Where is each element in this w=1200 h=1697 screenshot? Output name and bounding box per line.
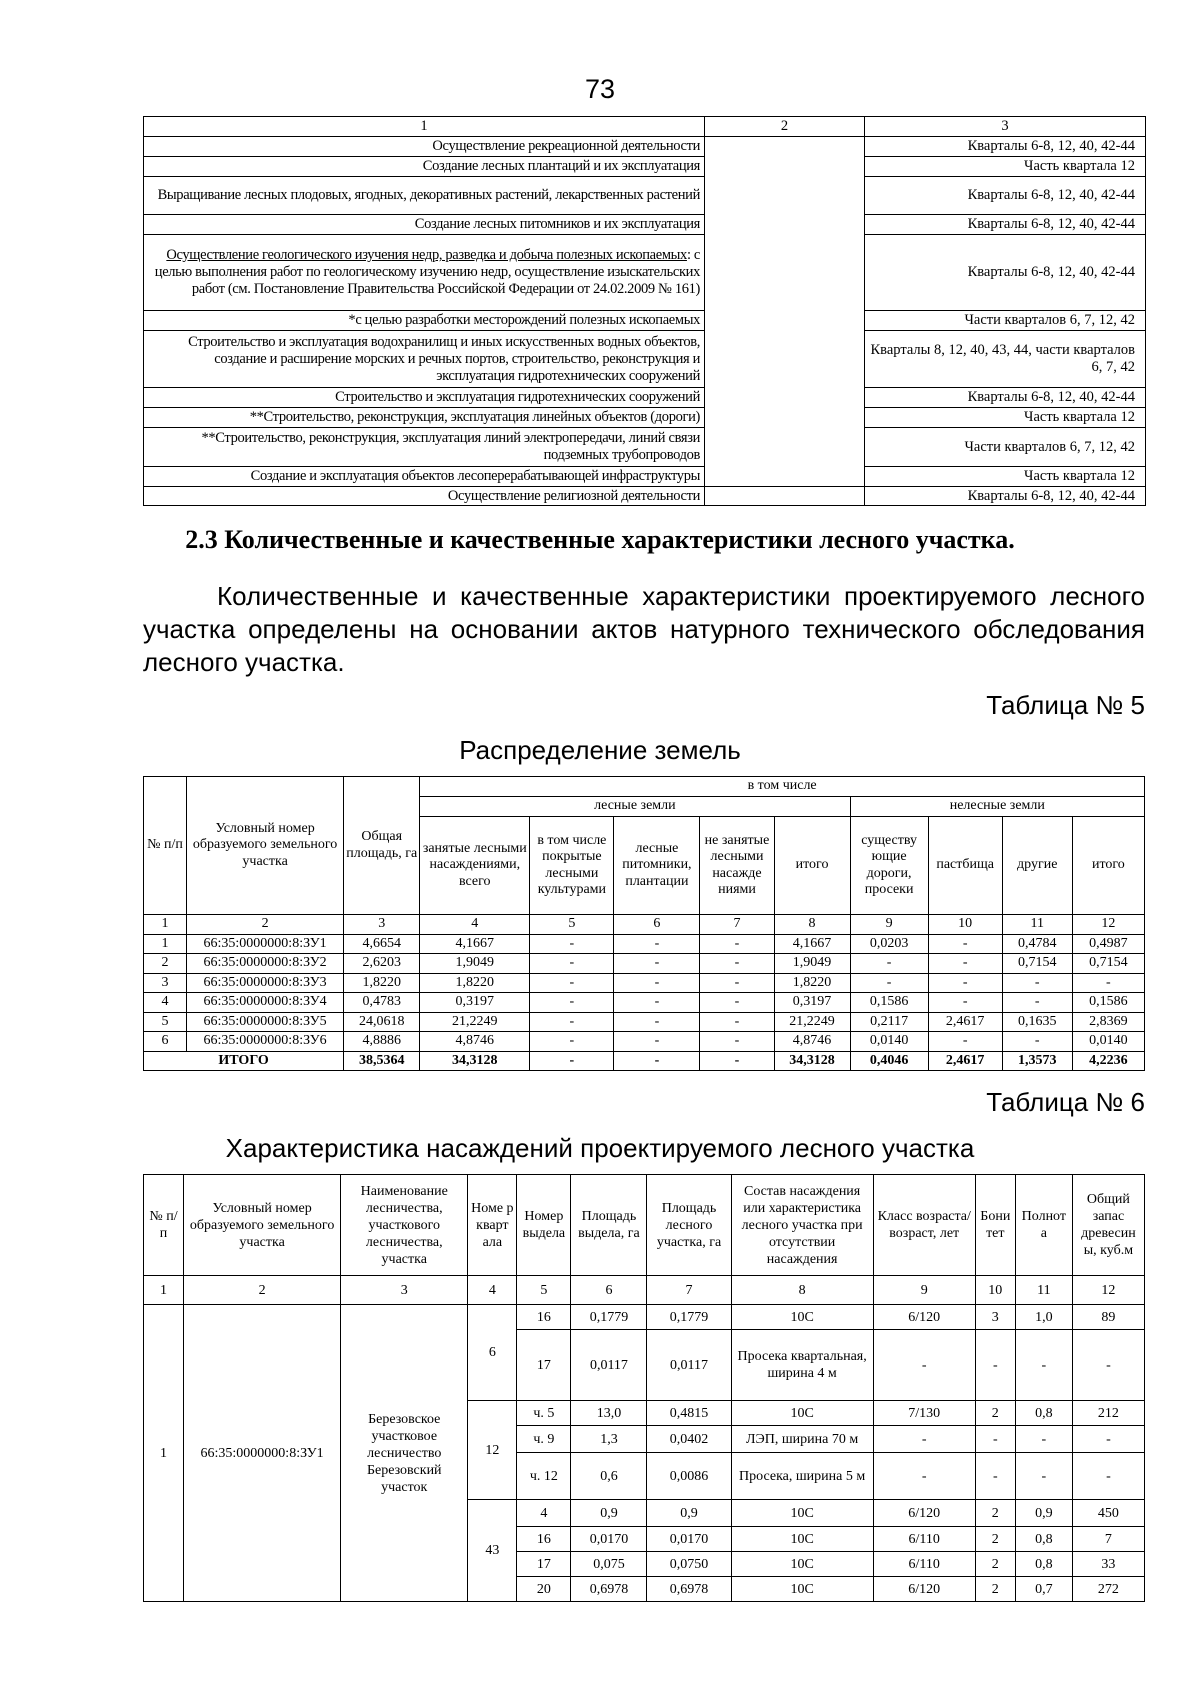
table-cell: - [700,973,774,993]
column-header: Состав насаждения или характеристика лесного участка при отсутствии насаждения [731,1175,873,1276]
table-cell: - [530,934,614,954]
table-row [144,177,1146,215]
location-cell: Часть квартала 12 [865,408,1146,428]
column-number: 5 [530,915,614,935]
column-number: 3 [865,117,1146,137]
table-row [144,973,1145,993]
table-cell: 2 [975,1552,1015,1577]
table-cell: 0,8 [1015,1527,1072,1552]
table-cell: 0,0170 [571,1527,647,1552]
table-cell: 2 [975,1527,1015,1552]
activity-cell [144,215,705,235]
column-number: 2 [705,117,865,137]
table-cell: 2 [975,1577,1015,1602]
header-num: № п/п [144,777,187,915]
activity-cell [144,487,705,506]
column-header: не занятые лесными насажде ниями [700,817,774,915]
table-cell: 0,3197 [774,993,850,1013]
header-nonforest-lands: нелесные земли [850,797,1144,817]
parcel-id-cell: 66:35:0000000:8:ЗУ1 [184,1305,341,1602]
column-number: 10 [975,1276,1015,1305]
column-header: существу ющие дороги, просеки [850,817,928,915]
table-cell: 24,0618 [344,1012,420,1032]
activity-cell [144,157,705,177]
table-cell: - [1072,1330,1144,1401]
table-cell: 1,3 [571,1426,647,1453]
activity-cell [144,137,705,157]
table-cell: 66:35:0000000:8:ЗУ2 [187,954,344,974]
column-number: 4 [420,915,530,935]
table-cell: - [975,1453,1015,1500]
table-cell: - [928,973,1002,993]
table-cell: 0,8 [1015,1552,1072,1577]
location-cell: Кварталы 6-8, 12, 40, 42-44 [865,137,1146,157]
column-number: 10 [928,915,1002,935]
column-number-row [144,915,1145,935]
table-cell: 66:35:0000000:8:ЗУ6 [187,1032,344,1052]
table-cell: 0,4784 [1002,934,1072,954]
table-cell: - [873,1330,975,1401]
table-cell: 2,8369 [1072,1012,1144,1032]
table-cell: 3 [975,1305,1015,1330]
table-cell: 3 [144,973,187,993]
table-cell: - [530,954,614,974]
column-number: 4 [468,1276,517,1305]
table-cell: 33 [1072,1552,1144,1577]
quarter-number-cell: 43 [468,1500,517,1602]
table-cell: 2,4617 [928,1012,1002,1032]
location-cell: Части кварталов 6, 7, 12, 42 [865,428,1146,467]
table-cell: - [614,934,700,954]
table-header-row [144,117,1146,137]
column-header: Условный номер образуемого земельного участка [184,1175,341,1276]
column-header: Наименование лесничества, участкового лесничества, участка [341,1175,468,1276]
table-cell: 4,8886 [344,1032,420,1052]
table-cell: - [530,973,614,993]
table-cell: 2 [975,1401,1015,1426]
table-cell: 1,8220 [774,973,850,993]
table-cell: 0,7 [1015,1577,1072,1602]
total-cell: 2,4617 [928,1051,1002,1071]
table6-label: Таблица № 6 [986,1087,1145,1117]
location-cell: Кварталы 6-8, 12, 40, 42-44 [865,487,1146,506]
table-cell: ч. 12 [517,1453,571,1500]
column-number: 3 [344,915,420,935]
table-cell: - [850,954,928,974]
column-number: 11 [1002,915,1072,935]
column-header: пастбища [928,817,1002,915]
table-cell: 2,6203 [344,954,420,974]
activity-text: Выращивание лесных плодовых, ягодных, декоративных растений, лекарственных растений [157,187,700,203]
table-row [144,157,1146,177]
table-cell: 6/120 [873,1305,975,1330]
table-row [144,1012,1145,1032]
column-number: 9 [873,1276,975,1305]
table-cell: 0,4815 [647,1401,731,1426]
table-cell: 1,8220 [420,973,530,993]
empty-cell [705,487,865,506]
total-cell: 34,3128 [420,1051,530,1071]
location-cell: Кварталы 6-8, 12, 40, 42-44 [865,388,1146,408]
table-cell: 4,8746 [774,1032,850,1052]
location-cell: Кварталы 8, 12, 40, 43, 44, части кварталов 6, 7, 42 [865,331,1146,388]
table-header-row [144,1175,1145,1276]
table-cell: 0,1635 [1002,1012,1072,1032]
table-cell: 17 [517,1330,571,1401]
table-cell: 10С [731,1305,873,1330]
table-cell: - [975,1426,1015,1453]
table-cell: - [614,973,700,993]
land-distribution-table [143,776,1145,1071]
table-cell: 0,0140 [850,1032,928,1052]
table-cell: 0,6 [571,1453,647,1500]
table-cell: - [1072,1453,1144,1500]
stand-characteristics-table [143,1174,1145,1602]
total-row [144,1051,1145,1071]
activity-text: Осуществление рекреационной деятельности [432,138,700,154]
location-cell: Часть квартала 12 [865,467,1146,487]
table-cell: 1,8220 [344,973,420,993]
table-cell: ЛЭП, ширина 70 м [731,1426,873,1453]
column-number: 8 [774,915,850,935]
table-cell: 4,1667 [420,934,530,954]
table-cell: 66:35:0000000:8:ЗУ4 [187,993,344,1013]
activity-cell [144,235,705,311]
table-cell: 89 [1072,1305,1144,1330]
activity-cell [144,177,705,215]
activity-cell [144,311,705,331]
total-cell: 0,4046 [850,1051,928,1071]
table-cell: 13,0 [571,1401,647,1426]
table-row [144,311,1146,331]
table-row [144,408,1146,428]
table-cell: 21,2249 [420,1012,530,1032]
table-cell: 0,0750 [647,1552,731,1577]
table-row [144,1032,1145,1052]
table-cell: 0,0140 [1072,1032,1144,1052]
total-cell: - [530,1051,614,1071]
table-row [144,235,1146,311]
forestry-name-cell: Березовское участковое лесничество Березовский участок [341,1305,468,1602]
location-cell: Часть квартала 12 [865,157,1146,177]
table5-label: Таблица № 5 [986,690,1145,720]
page-number: 73 [584,74,616,104]
table-cell: 4 [144,993,187,1013]
table-cell: - [614,1032,700,1052]
table-cell: 4 [517,1500,571,1527]
table-cell: - [928,1032,1002,1052]
table-cell: - [700,934,774,954]
column-header: другие [1002,817,1072,915]
table-cell: 0,0170 [647,1527,731,1552]
table-cell: - [1015,1453,1072,1500]
column-number: 9 [850,915,928,935]
merged-empty-cell [705,137,865,487]
table-cell: 4,6654 [344,934,420,954]
table-cell: ч. 9 [517,1426,571,1453]
header-forest-lands: лесные земли [420,797,850,817]
table-cell: 2 [144,954,187,974]
column-number: 2 [187,915,344,935]
total-cell: 34,3128 [774,1051,850,1071]
table-cell: - [614,1012,700,1032]
location-cell: Кварталы 6-8, 12, 40, 42-44 [865,177,1146,215]
table-cell: 10С [731,1527,873,1552]
column-number: 3 [341,1276,468,1305]
column-number: 8 [731,1276,873,1305]
table-cell: 1,9049 [420,954,530,974]
activity-cell [144,428,705,467]
table-cell: 0,4783 [344,993,420,1013]
column-header: Полнот а [1015,1175,1072,1276]
activity-text: Создание лесных питомников и их эксплуатация [414,216,700,232]
activity-cell [144,408,705,428]
column-number: 12 [1072,1276,1144,1305]
table-cell: 0,9 [647,1500,731,1527]
activity-underlined-text: Осуществление геологического изучения недр, разведка и добыча полезных ископаемых [166,247,687,263]
column-header: итого [1072,817,1144,915]
table-cell: 0,6978 [647,1577,731,1602]
table-cell: 6/120 [873,1577,975,1602]
table-cell: 66:35:0000000:8:ЗУ3 [187,973,344,993]
table-cell: 7 [1072,1527,1144,1552]
table-cell: 66:35:0000000:8:ЗУ1 [187,934,344,954]
column-header: итого [774,817,850,915]
column-number: 1 [144,1276,184,1305]
header-parcel-id: Условный номер образуемого земельного участка [187,777,344,915]
table-cell: 6/110 [873,1552,975,1577]
table-cell: 10С [731,1552,873,1577]
table5-title: Распределение земель [459,735,741,765]
column-header: занятые лесными насаждениями, всего [420,817,530,915]
section-heading: 2.3 Количественные и качественные характеристики лесного участка. [185,525,1015,554]
table-cell: 0,8 [1015,1401,1072,1426]
total-cell: - [700,1051,774,1071]
quarter-number-cell: 12 [468,1401,517,1500]
table-cell: - [700,1012,774,1032]
column-header: Площадь выдела, га [571,1175,647,1276]
table-cell: 0,6978 [571,1577,647,1602]
total-cell: 38,5364 [344,1051,420,1071]
table-cell: 4,8746 [420,1032,530,1052]
column-header: Номе р кварт ала [468,1175,517,1276]
table-cell: 0,0203 [850,934,928,954]
table-cell: - [1015,1330,1072,1401]
activity-text: *с целью разработки месторождений полезных ископаемых [348,312,700,328]
permitted-use-table [143,116,1146,506]
table6-title: Характеристика насаждений проектируемого лесного участка [225,1133,975,1163]
table-cell: - [1015,1426,1072,1453]
location-cell: Кварталы 6-8, 12, 40, 42-44 [865,215,1146,235]
total-cell: - [614,1051,700,1071]
column-number: 7 [647,1276,731,1305]
column-header: Класс возраста/ возраст, лет [873,1175,975,1276]
table-cell: 16 [517,1305,571,1330]
table-row [144,428,1146,467]
column-number: 12 [1072,915,1144,935]
total-cell: 1,3573 [1002,1051,1072,1071]
column-number: 6 [614,915,700,935]
table-cell: 0,2117 [850,1012,928,1032]
table-cell: Просека квартальная, ширина 4 м [731,1330,873,1401]
column-header: Площадь лесного участка, га [647,1175,731,1276]
table-cell: 66:35:0000000:8:ЗУ5 [187,1012,344,1032]
table-cell: 2 [975,1500,1015,1527]
table-cell: 0,9 [571,1500,647,1527]
table-cell: - [850,973,928,993]
activity-text: **Строительство, реконструкция, эксплуатация линий электропередачи, линий связи подземных трубопроводов [201,430,700,463]
table-row [144,331,1146,388]
table-cell: - [1002,973,1072,993]
column-number: 5 [517,1276,571,1305]
table-cell: 4,1667 [774,934,850,954]
table-cell: 0,075 [571,1552,647,1577]
table-cell: 0,7154 [1072,954,1144,974]
table-cell: 7/130 [873,1401,975,1426]
column-number: 6 [571,1276,647,1305]
column-header: Общий запас древесин ы, куб.м [1072,1175,1144,1276]
quarter-number-cell: 6 [468,1305,517,1401]
table-cell: - [614,993,700,1013]
column-header: лесные питомники, плантации [614,817,700,915]
table-cell: 6 [144,1032,187,1052]
column-number: 2 [184,1276,341,1305]
activity-cell [144,388,705,408]
row-number: 1 [144,1305,184,1602]
activity-text: **Строительство, реконструкция, эксплуатация линейных объектов (дороги) [249,409,700,425]
total-label: ИТОГО [144,1051,344,1071]
activity-text: Строительство и эксплуатация водохранилищ и иных искусственных водных объектов, создание и расширение морских и речных портов, строительство, реконструкция и эксплуатация гидротехнических сооружений [188,333,700,384]
table-cell: ч. 5 [517,1401,571,1426]
table-cell: 1,0 [1015,1305,1072,1330]
table-row [144,467,1146,487]
table-row [144,215,1146,235]
activity-text: Создание и эксплуатация объектов лесоперерабатывающей инфраструктуры [250,468,700,484]
table-cell: - [530,1032,614,1052]
table-cell: 0,0117 [571,1330,647,1401]
column-number: 1 [144,915,187,935]
table-cell: 0,1586 [1072,993,1144,1013]
table-cell: Просека, ширина 5 м [731,1453,873,1500]
section-paragraph: Количественные и качественные характеристики проектируемого лесного участка определены на основании актов натурного технического обследования лесного участка. [143,581,1145,677]
table-row [144,993,1145,1013]
table-cell: 0,0402 [647,1426,731,1453]
table-cell: - [1072,973,1144,993]
table-cell: 450 [1072,1500,1144,1527]
header-total-area: Общая площадь, га [344,777,420,915]
table-cell: 0,0117 [647,1330,731,1401]
table-cell: 0,1779 [647,1305,731,1330]
activity-text: Строительство и эксплуатация гидротехнических сооружений [335,389,700,405]
table-cell: 0,7154 [1002,954,1072,974]
table-cell: 1 [144,934,187,954]
table-cell: 16 [517,1527,571,1552]
column-number: 11 [1015,1276,1072,1305]
activity-text: : с целью выполнения работ по геологическому изучению недр, осуществление изыскательских работ (см. Постановление Правительства Российской Федерации от 24.02.2009 № 161) [154,247,700,297]
column-header: Бони тет [975,1175,1015,1276]
table-cell: 10С [731,1401,873,1426]
table-cell: - [928,934,1002,954]
table-cell: - [975,1330,1015,1401]
table-cell: - [700,954,774,974]
table-cell: 0,3197 [420,993,530,1013]
table-row [144,137,1146,157]
location-cell: Части кварталов 6, 7, 12, 42 [865,311,1146,331]
table-cell: 17 [517,1552,571,1577]
table-cell: - [873,1426,975,1453]
table-row [144,934,1145,954]
table-cell: 5 [144,1012,187,1032]
location-cell: Кварталы 6-8, 12, 40, 42-44 [865,235,1146,311]
table-cell: 272 [1072,1577,1144,1602]
activity-cell [144,467,705,487]
table-cell: - [530,993,614,1013]
table-cell: 0,1779 [571,1305,647,1330]
column-number: 7 [700,915,774,935]
table-row [144,388,1146,408]
table-cell: - [1002,993,1072,1013]
table-cell: 10С [731,1577,873,1602]
column-header: № п/п [144,1175,184,1276]
header-including: в том числе [420,777,1145,797]
table-cell: 10С [731,1500,873,1527]
activity-text: Создание лесных плантаций и их эксплуатация [422,158,700,174]
table-cell: - [1002,1032,1072,1052]
table-row [144,487,1146,506]
table-cell: - [700,993,774,1013]
column-header: в том числе покрытые лесными культурами [530,817,614,915]
table-cell: - [530,1012,614,1032]
activity-cell [144,331,705,388]
activity-text: Осуществление религиозной деятельности [447,487,700,504]
table-cell: - [928,954,1002,974]
table-cell: 6/110 [873,1527,975,1552]
table-cell: - [1072,1426,1144,1453]
table-cell: - [928,993,1002,1013]
table-cell: 6/120 [873,1500,975,1527]
table-row [144,954,1145,974]
total-cell: 4,2236 [1072,1051,1144,1071]
column-number: 1 [144,117,705,137]
column-header: Номер выдела [517,1175,571,1276]
table-cell: - [873,1453,975,1500]
table-cell: 212 [1072,1401,1144,1426]
table-cell: - [700,1032,774,1052]
table-cell: 1,9049 [774,954,850,974]
column-number-row [144,1276,1145,1305]
table-cell: 21,2249 [774,1012,850,1032]
table-cell: 0,9 [1015,1500,1072,1527]
table-cell: - [614,954,700,974]
table-cell: 0,4987 [1072,934,1144,954]
table-row [144,1305,1145,1330]
table-cell: 0,0086 [647,1453,731,1500]
table-cell: 0,1586 [850,993,928,1013]
table-cell: 20 [517,1577,571,1602]
